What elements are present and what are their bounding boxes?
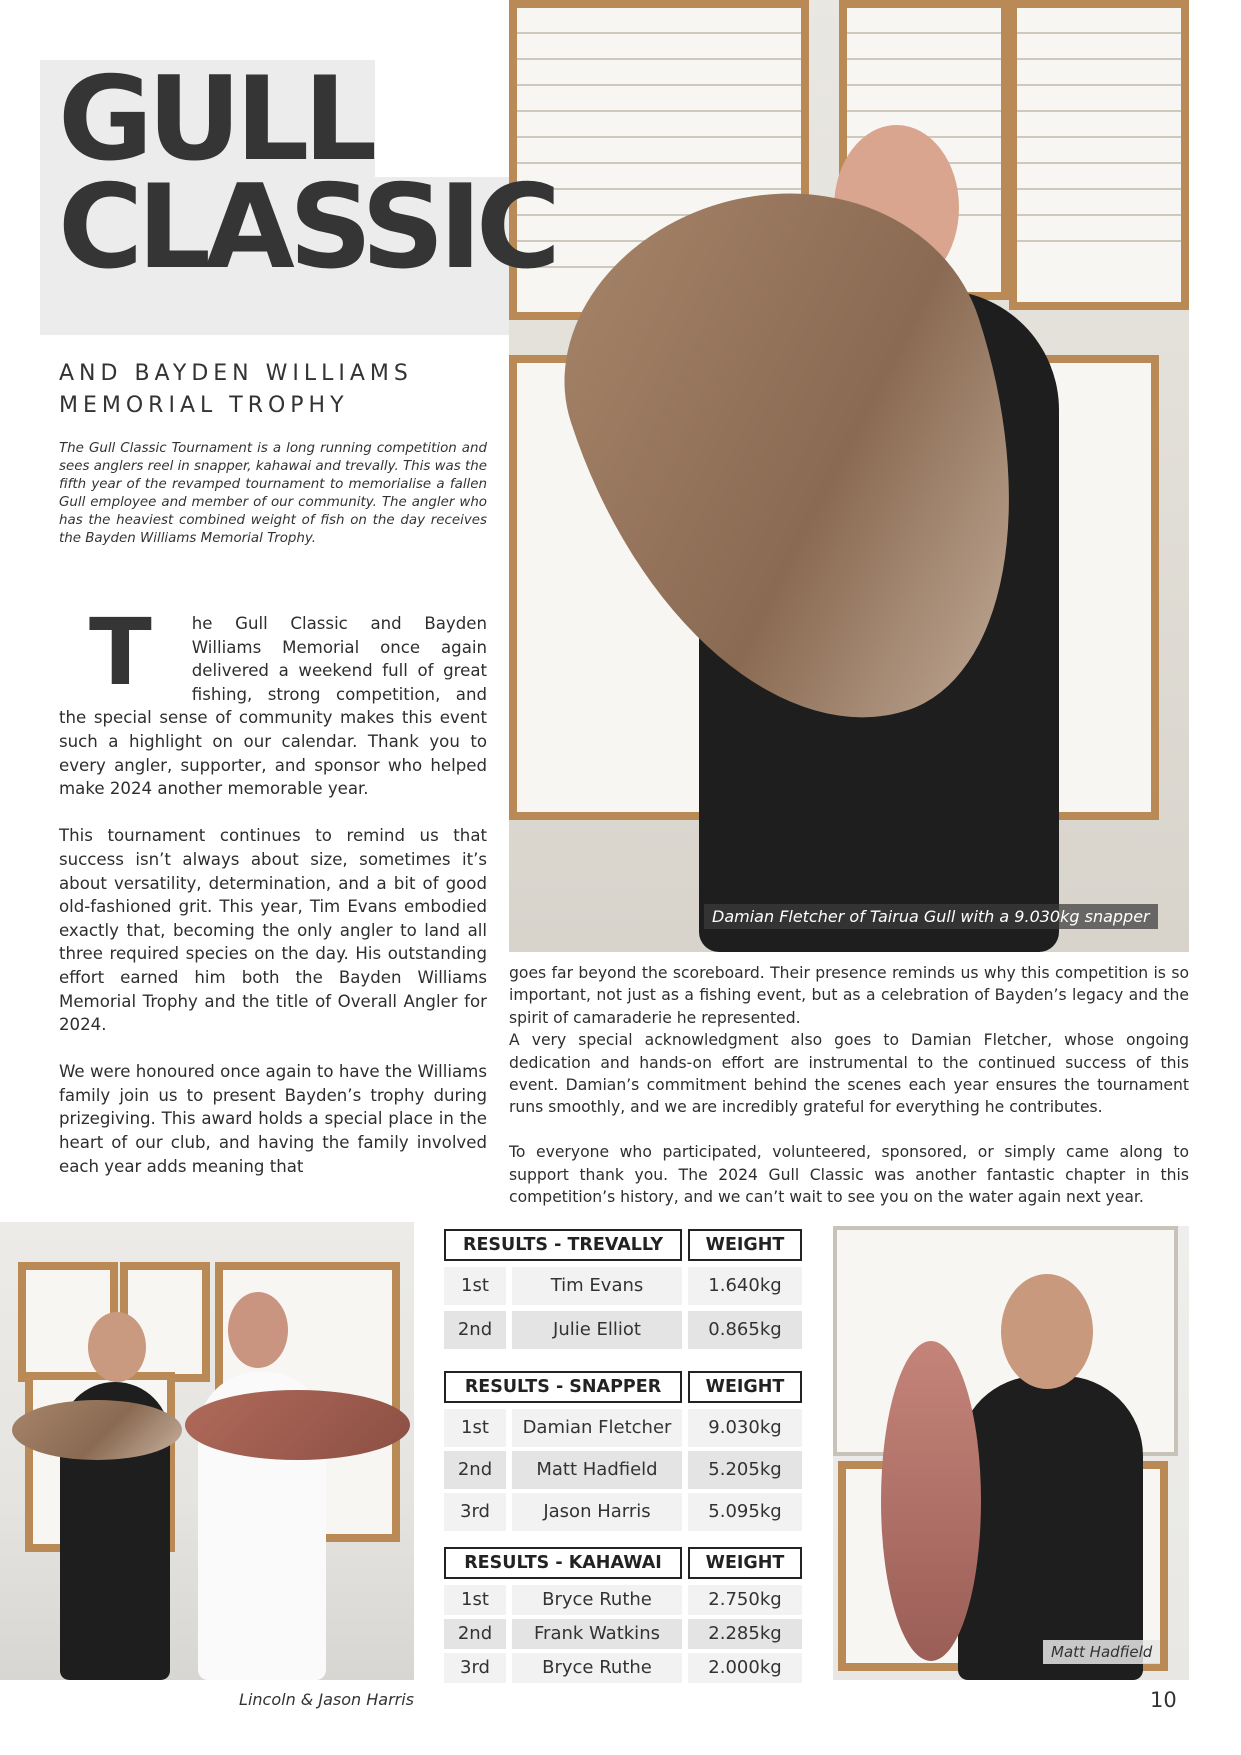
table-row [444,1451,804,1489]
table-row [444,1493,804,1531]
angler-cell: Jason Harris [512,1493,682,1531]
intro-paragraph: The Gull Classic Tournament is a long running competition and sees anglers reel in snapper, kahawai and trevally. This was the fifth year of the revamped tournament to memorialise a fallen Gull employee and member of our community. The angler who has the heaviest combined weight of fish on the day receives the Bayden Williams Memorial Trophy. [59,441,487,546]
bottom-right-caption: Matt Hadfield [1043,1640,1160,1664]
results-kahawai-weight-header: WEIGHT [688,1547,802,1579]
article-paragraph-5: A very special acknowledgment also goes to Damian Fletcher, whose ongoing dedication and hands-on effort are instrumental to the continued success of this event. Damian’s commitment behind the scenes each year ensures the tournament runs smoothly, and we are incredibly grateful for everything he contributes. [509,1031,1189,1117]
angler-cell: Bryce Ruthe [512,1585,682,1615]
results-snapper-weight-header: WEIGHT [688,1371,802,1403]
matt-body [958,1376,1143,1680]
article-left-column [59,599,487,1202]
place-cell: 3rd [444,1493,506,1531]
weight-cell: 9.030kg [688,1409,802,1447]
main-photo-caption: Damian Fletcher of Tairua Gull with a 9.030kg snapper [704,904,1158,929]
article-paragraph-1-text: he Gull Classic and Bayden Williams Memorial once again delivered a weekend full of great fishing, strong competition, and the special sense of community makes this event such a highlight on our calendar. Thank you to every angler, supporter, and sponsor who helped make 2024 another memorable year. [59,614,487,799]
results-snapper-table [444,1371,804,1537]
article-right-column [509,962,1189,1208]
results-kahawai-table [444,1547,804,1689]
page-number: 10 [1150,1688,1177,1712]
angler-cell: Matt Hadfield [512,1451,682,1489]
table-row [444,1311,804,1349]
jason-fish [185,1390,410,1460]
place-cell: 1st [444,1267,506,1305]
place-cell: 1st [444,1409,506,1447]
angler-cell: Bryce Ruthe [512,1653,682,1683]
title-line-2: CLASSIC [58,160,555,295]
place-cell: 2nd [444,1311,506,1349]
place-cell: 2nd [444,1451,506,1489]
article-paragraph-2: This tournament continues to remind us that success isn’t always about size, sometimes it’s about versatility, determination, and a bit of good old-fashioned grit. This year, Tim Evans embodied exactly that, becoming the only angler to land all three required species on the day. His outstanding effort earned him both the Bayden Williams Memorial Trophy and the title of Overall Angler for 2024. [59,826,487,1035]
table-row [444,1619,804,1649]
weight-cell: 0.865kg [688,1311,802,1349]
table-row [444,1585,804,1615]
weight-cell: 5.095kg [688,1493,802,1531]
matt-fish [881,1341,981,1661]
results-kahawai-header: RESULTS - KAHAWAI [444,1547,682,1579]
angler-cell: Damian Fletcher [512,1409,682,1447]
results-snapper-header-row [444,1371,804,1403]
results-kahawai-header-row [444,1547,804,1579]
bottom-right-photo [833,1226,1189,1680]
results-trevally-table [444,1229,804,1355]
place-cell: 3rd [444,1653,506,1683]
article-paragraph-1 [59,599,487,801]
results-snapper-header: RESULTS - SNAPPER [444,1371,682,1403]
bottom-left-photo [0,1222,414,1680]
jason-head [228,1292,288,1368]
article-paragraph-4: goes far beyond the scoreboard. Their presence reminds us why this competition is so important, not just as a fishing event, but as a celebration of Bayden’s legacy and the spirit of camaraderie he represented. [509,964,1189,1027]
subtitle-line-1: AND BAYDEN WILLIAMS [59,361,413,386]
weight-cell: 2.750kg [688,1585,802,1615]
weight-cell: 5.205kg [688,1451,802,1489]
place-cell: 1st [444,1585,506,1615]
table-row [444,1267,804,1305]
subtitle-line-2: MEMORIAL TROPHY [59,393,349,418]
angler-cell: Tim Evans [512,1267,682,1305]
article-paragraph-3: We were honoured once again to have the Williams family join us to present Bayden’s trophy during prizegiving. This award holds a special place in the heart of our club, and having the family involved each year adds meaning that [59,1062,487,1176]
table-row [444,1409,804,1447]
main-photo [509,0,1189,952]
weight-cell: 2.285kg [688,1619,802,1649]
drop-cap: T [89,599,152,706]
subtitle [59,358,413,422]
weight-cell: 2.000kg [688,1653,802,1683]
lincoln-head [88,1312,146,1382]
place-cell: 2nd [444,1619,506,1649]
names-board [1009,0,1189,310]
matt-head [1001,1274,1093,1389]
article-paragraph-6: To everyone who participated, volunteered, sponsored, or simply came along to support thank you. The 2024 Gull Classic was another fantastic chapter in this competition’s history, and we can’t wait to see you on the water again next year. [509,1143,1189,1207]
angler-cell: Frank Watkins [512,1619,682,1649]
results-trevally-header-row [444,1229,804,1261]
weight-cell: 1.640kg [688,1267,802,1305]
bottom-left-caption: Lincoln & Jason Harris [239,1690,414,1709]
results-trevally-weight-header: WEIGHT [688,1229,802,1261]
title-line-1: GULL [58,52,372,187]
angler-cell: Julie Elliot [512,1311,682,1349]
page-title [58,52,555,295]
results-trevally-header: RESULTS - TREVALLY [444,1229,682,1261]
lincoln-fish [12,1400,182,1460]
table-row [444,1653,804,1683]
